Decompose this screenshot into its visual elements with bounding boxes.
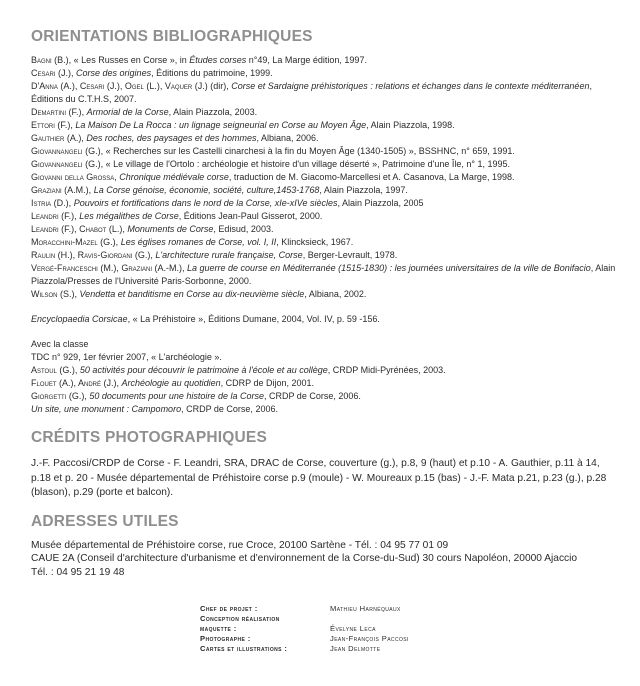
entry-text: , [74,211,80,221]
entry-text: , [74,289,80,299]
entry-author: Astoul (G.) [31,365,75,375]
bibliography-entry [31,197,621,210]
bibliography-list [31,54,621,301]
entry-text: , [150,250,156,260]
entry-publication: , Alain Piazzola, 2003. [168,107,258,117]
bibliography-entry [31,377,621,390]
bibliography-entry [31,54,621,67]
entry-title: Armorial de la Corse [86,107,169,117]
entry-text: , [84,391,90,401]
entry-text: , [81,107,87,117]
entry-publication: , Albiana, 2006. [256,133,319,143]
entry-title: Corse des origines [76,68,152,78]
entry-author: Ettori (F.) [31,120,71,130]
entry-title: La Corse génoise, économie, société, culture,1453-1768 [93,185,320,195]
bibliography-entry [31,132,621,145]
team-row [200,624,409,634]
address-line: Musée départemental de Préhistoire corse, rue Croce, 20100 Sartène - Tél. : 04 95 77 01 09 [31,539,449,551]
entry-title: Des roches, des paysages et des hommes [86,133,257,143]
entry-text: , [88,185,94,195]
entry-text: , [74,365,80,375]
entry-text: , [116,378,122,388]
entry-author: Leandri (F.) [31,211,75,221]
team-role: Chef de projet : [200,604,258,613]
entry-author: Leandri (F.), Chabot (L.) [31,224,123,234]
entry-text: , [68,198,74,208]
entry-author: Giorgetti (G.) [31,391,85,401]
entry-title: Corse et Sardaigne préhistoriques : relations et échanges dans le contexte méditerranéen [231,81,590,91]
entry-author: Moracchini-Mazel (G.) [31,237,116,247]
entry-text: , [182,263,188,273]
team-name: Mathieu Harnéquaux [330,604,401,613]
entry-author: Cesari (J.) [31,68,72,78]
team-credits [200,604,409,654]
entry-title: Monuments de Corse [127,224,214,234]
entry-author: Demartini (F.) [31,107,82,117]
team-row [200,634,409,644]
team-row [200,604,409,614]
address-line: CAUE 2A (Conseil d'architecture d'urbanisme et d'environnement de la Corse-du-Sud) 30 cours Napoléon, 20000 Ajaccio [31,553,578,564]
team-row [200,614,409,624]
bibliography-entry [31,67,621,80]
class-heading: Avec la classe [31,339,89,349]
entry-publication: , CDRP de Dijon, 2001. [220,378,314,388]
bibliography-entry [31,210,621,223]
entry-publication: , Alain Piazzola/Presses de l'Université Paris-Sorbonne, 2000. [31,263,616,286]
bibliography-entry [31,119,621,132]
entry-text: (dir), [207,81,232,91]
team-role: Photographe : [200,634,251,643]
bibliography-entry [31,158,621,171]
entry-publication: , Berger-Levrault, 1978. [302,250,398,260]
entry-title: Vendetta et banditisme en Corse au dix-neuvième siècle [79,289,305,299]
entry-publication: , Alain Piazzola, 2005 [337,198,424,208]
entry-author: Giovannangeli (G.) [31,159,101,169]
entry-author: Raulin (H.), Ravis-Giordani (G.) [31,250,151,260]
team-name: Jean Delmotte [330,644,381,653]
team-role: Cartes et illustrations : [200,644,288,653]
entry-publication: , CRDP Midi-Pyrénées, 2003. [327,365,446,375]
entry-author: Giovanni della Grossa [31,172,115,182]
bibliography-entry [31,236,621,249]
entry-title: Les mégalithes de Corse [79,211,179,221]
bibliography-entry [31,80,621,106]
bibliography-entry [31,249,621,262]
encyclopaedia-title: Encyclopaedia Corsicae [31,314,128,324]
entry-publication: , Albiana, 2002. [304,289,367,299]
credits-title: CRÉDITS PHOTOGRAPHIQUES [31,429,267,446]
entry-publication: , traduction de M. Giacomo-Marcellesi et A. Casanova, La Marge, 1998. [228,172,515,182]
entry-publication: n°49, La Marge édition, 1997. [246,55,367,65]
entry-title: Chronique médiévale corse [119,172,229,182]
bibliography-entry [31,403,621,416]
entry-publication: , CRDP de Corse, 2006. [263,391,361,401]
entry-title: Les églises romanes de Corse, vol. I, II [120,237,277,247]
bibliography-entry [31,364,621,377]
entry-publication: , Klincksieck, 1967. [276,237,354,247]
entry-author: Vergé-Franceschi (M.), Graziani (A.-M.) [31,263,182,273]
entry-publication: , Éditions du patrimoine, 1999. [151,68,273,78]
bibliography-entry [31,145,621,158]
bibliography-entry [31,171,621,184]
entry-text: , [71,68,77,78]
entry-author: D'Anna (A.), Cesari (J.), Ogel (L.), Vaquer (J.) [31,81,208,91]
team-role: Conception réalisation [200,614,280,623]
entry-author: Istria (D.) [31,198,69,208]
page [31,28,621,579]
entry-title: La Maison De La Rocca : un lignage seigneurial en Corse au Moyen Âge [75,120,367,130]
entry-title: La guerre de course en Méditerranée (1515-1830) : les journées universitaires de la ville de Bonifacio [187,263,591,273]
entry-author: Giovannangeli (G.) [31,146,101,156]
credits-text: J.-F. Paccosi/CRDP de Corse - F. Leandri, SRA, DRAC de Corse, couverture (g.), p.8, 9 (haut) et p.10 - A. Gauthier, p.11 à 14, p.18 et p. 20 - Musée départemental de Préhistoire corse p.9 (moule) - W. Moureaux p.15 (bas) - J.-F. Mata p.21, p.23 (g.), p.28 (blason), p.29 (porte et balcon). [31,458,607,498]
entry-publication: , CRDP de Corse, 2006. [181,404,278,414]
entry-publication: , Alain Piazzola, 1998. [366,120,455,130]
bibliography-entry [31,106,621,119]
encyclopaedia-entry [31,313,621,326]
entry-publication: , Éditions Jean-Paul Gisserot, 2000. [178,211,323,221]
entry-text: , [114,172,120,182]
bibliography-entry [31,184,621,197]
entry-text: , [122,224,128,234]
bibliography-entry [31,351,621,364]
entry-title: 50 documents pour une histoire de la Corse [89,391,264,401]
entry-author: Graziani (A.M.) [31,185,89,195]
class-list [31,351,621,416]
team-row [200,644,409,654]
team-role: maquette : [200,624,237,633]
team-name: Jean-François Paccosi [330,634,409,643]
bibliography-title: ORIENTATIONS BIBLIOGRAPHIQUES [31,28,313,45]
bibliography-entry [31,262,621,288]
entry-title: Archéologie au quotidien [121,378,221,388]
entry-title: 50 activités pour découvrir le patrimoine à l'école et au collège [79,365,328,375]
entry-title: Un site, une monument : Campomoro [31,404,182,414]
entry-author: Gauthier (A.) [31,133,82,143]
entry-text: , « Les Russes en Corse », in [68,55,190,65]
entry-text: TDC n° 929, 1er février 2007, « L'archéologie ». [31,352,222,362]
addresses-title: ADRESSES UTILES [31,512,179,530]
entry-title: Études corses [189,55,247,65]
entry-text: , « Recherches sur les Castelli cinarchesi à la fin du Moyen Âge (1340-1505) », BSSHNC, n° 659, 1991. [100,146,515,156]
entry-text: , [70,120,76,130]
address-line: Tél. : 04 95 21 19 48 [31,566,125,578]
bibliography-entry [31,223,621,236]
entry-publication: , Éditions du C.T.H.S, 2007. [31,81,592,104]
entry-publication: , Alain Piazzola, 1997. [319,185,408,195]
bibliography-entry [31,288,621,301]
entry-text: , « Le village de l'Ortolo : archéologie et histoire d'un village déserté », Patrimoine d'une Île, n° 1, 1995. [100,159,511,169]
team-name: Évelyne Leca [330,624,376,633]
entry-title: Pouvoirs et fortifications dans le nord de la Corse, xIe-xIVe siècles [73,198,338,208]
entry-author: Flouet (A.), André (J.) [31,378,117,388]
entry-author: Bagni (B.) [31,55,69,65]
addresses-block [31,539,621,580]
entry-author: Wilson (S.) [31,289,75,299]
entry-publication: , Edisud, 2003. [213,224,274,234]
entry-title: L'architecture rurale française, Corse [155,250,303,260]
entry-text: , [81,133,87,143]
entry-text: , [115,237,121,247]
bibliography-entry [31,390,621,403]
encyclopaedia-rest: , « La Préhistoire », Éditions Dumane, 2004, Vol. IV, p. 59 -156. [127,314,380,324]
